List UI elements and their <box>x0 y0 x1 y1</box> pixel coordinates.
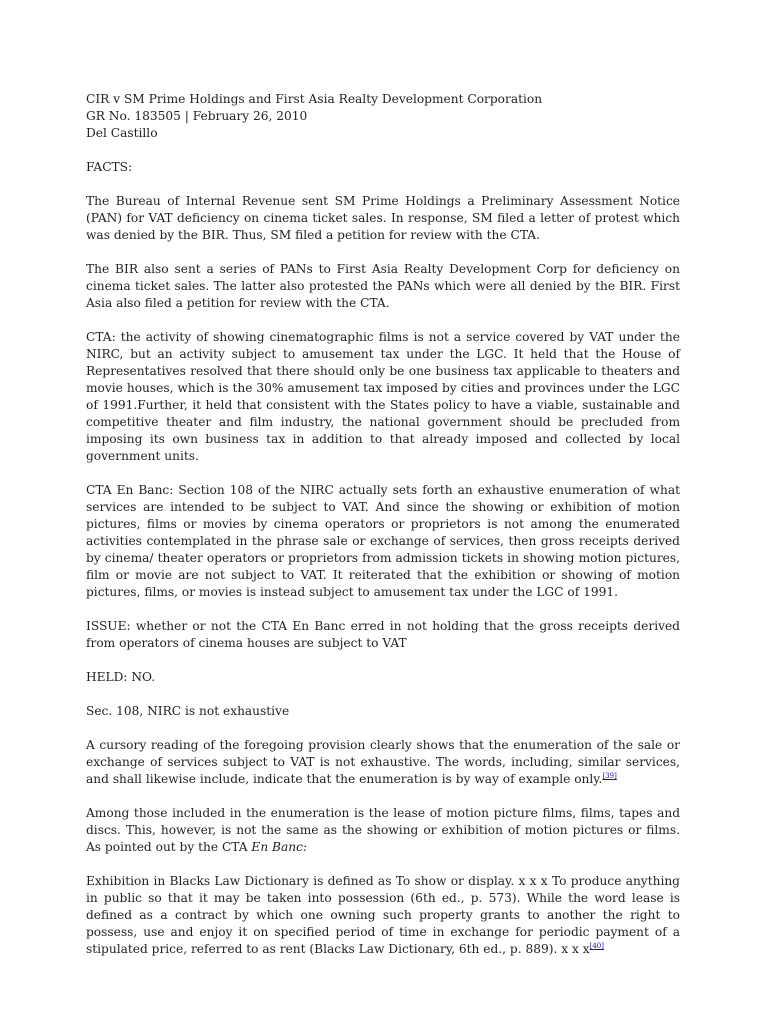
among-paragraph <box>86 805 680 856</box>
issue-paragraph: ISSUE: whether or not the CTA En Banc erred in not holding that the gross receipts derived from operators of cinema houses are subject to VAT <box>86 619 680 650</box>
ponente: Del Castillo <box>86 126 158 140</box>
cursory-reading-paragraph <box>86 737 680 788</box>
document-body <box>86 91 680 975</box>
case-number: GR No. 183505 | February 26, 2010 <box>86 109 308 123</box>
footnote-39-link[interactable]: [39] <box>602 771 617 780</box>
facts-heading: FACTS: <box>86 160 133 174</box>
exhibition-paragraph <box>86 873 680 958</box>
facts-paragraph-2: The BIR also sent a series of PANs to First Asia Realty Development Corp for deficiency on cinema ticket sales. The latter also protested the PANs which were all denied by the BIR. First Asia also filed a petition for review with the CTA. <box>86 262 680 310</box>
facts-paragraph-1: The Bureau of Internal Revenue sent SM Prime Holdings a Preliminary Assessment Notice (PAN) for VAT deficiency on cinema ticket sales. In response, SM filed a letter of protest which was denied by the BIR. Thus, SM filed a petition for review with the CTA. <box>86 194 680 242</box>
footnote-40-link[interactable]: [40] <box>589 941 604 950</box>
cursory-text: A cursory reading of the foregoing provision clearly shows that the enumeration of the sale or exchange of services subject to VAT is not exhaustive. The words, including, similar services, and shall likewise include, indicate that the enumeration is by way of example only. <box>86 738 680 786</box>
sec108-heading: Sec. 108, NIRC is not exhaustive <box>86 704 290 718</box>
cta-ruling-paragraph: CTA: the activity of showing cinematographic films is not a service covered by VAT under the NIRC, but an activity subject to amusement tax under the LGC. It held that the House of Representatives resolved that there should only be one business tax applicable to theaters and movie houses, which is the 30% amusement tax imposed by cities and provinces under the LGC of 1991.Further, it held that consistent with the States policy to have a viable, sustainable and competitive theater and film industry, the national government should be precluded from imposing its own business tax in addition to that already imposed and collected by local government units. <box>86 330 680 463</box>
case-title: CIR v SM Prime Holdings and First Asia Realty Development Corporation <box>86 92 543 106</box>
among-text: Among those included in the enumeration is the lease of motion picture films, films, tapes and discs. This, however, is not the same as the showing or exhibition of motion pictures or films. As pointed out by the CTA <box>86 806 680 854</box>
held-paragraph: HELD: NO. <box>86 670 156 684</box>
cta-en-banc-paragraph: CTA En Banc: Section 108 of the NIRC actually sets forth an exhaustive enumeration of what services are intended to be subject to VAT. And since the showing or exhibition of motion pictures, films or movies by cinema operators or proprietors is not among the enumerated activities contemplated in the phrase sale or exchange of services, then gross receipts derived by cinema/ theater operators or proprietors from admission tickets in showing motion pictures, film or movie are not subject to VAT. It reiterated that the exhibition or showing of motion pictures, films, or movies is instead subject to amusement tax under the LGC of 1991. <box>86 483 680 599</box>
exhibition-text: Exhibition in Blacks Law Dictionary is defined as To show or display. x x x To produce anything in public so that it may be taken into possession (6th ed., p. 573). While the word lease is defined as a contract by which one owning such property grants to another the right to possess, use and enjoy it on specified period of time in exchange for periodic payment of a stipulated price, referred to as rent (Blacks Law Dictionary, 6th ed., p. 889). x x x <box>86 874 680 956</box>
en-banc-italic: En Banc: <box>251 840 308 854</box>
case-header <box>86 91 680 142</box>
